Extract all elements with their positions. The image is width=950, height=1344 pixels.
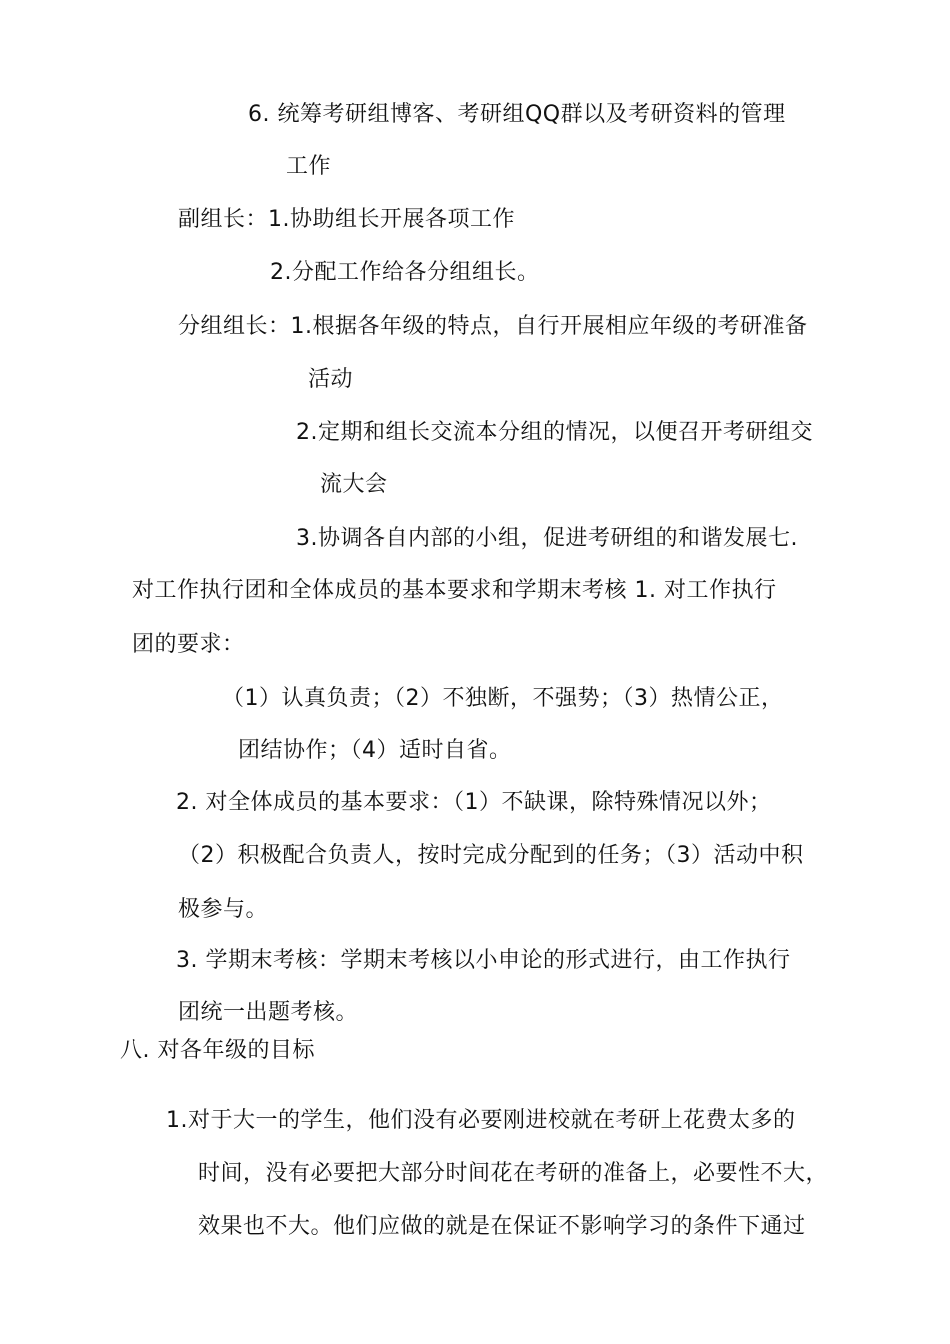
list-item-6: 6. 统筹考研组博客、考研组QQ群以及考研资料的管理 <box>248 102 786 127</box>
group-leader-line-2: 2.定期和组长交流本分组的情况，以便召开考研组交 <box>296 420 813 445</box>
group-leader-line-2-cont: 流大会 <box>320 472 388 497</box>
requirements-line-3-cont: 团统一出题考核。 <box>178 1000 359 1025</box>
section-seven-heading: 对工作执行团和全体成员的基本要求和学期末考核 1. 对工作执行 <box>132 578 777 603</box>
requirements-line-2: 2. 对全体成员的基本要求：（1）不缺课，除特殊情况以外； <box>176 790 772 815</box>
requirements-line-1-cont: 团结协作；（4）适时自省。 <box>238 738 512 763</box>
list-item-6-cont: 工作 <box>286 154 332 179</box>
group-leader-line-3: 3.协调各自内部的小组，促进考研组的和谐发展七. <box>296 526 798 551</box>
section-seven-heading-cont: 团的要求： <box>132 632 245 657</box>
requirements-line-2-end: 极参与。 <box>178 897 269 922</box>
deputy-leader-line-1: 副组长：1.协助组长开展各项工作 <box>178 207 515 232</box>
group-leader-line-1: 分组组长：1.根据各年级的特点，自行开展相应年级的考研准备 <box>178 314 808 339</box>
goal-line-1: 1.对于大一的学生，他们没有必要刚进校就在考研上花费太多的 <box>166 1108 796 1133</box>
goal-line-1-end: 效果也不大。他们应做的就是在保证不影响学习的条件下通过 <box>198 1214 806 1239</box>
requirements-line-3: 3. 学期末考核：学期末考核以小申论的形式进行，由工作执行 <box>176 948 791 973</box>
deputy-leader-line-2: 2.分配工作给各分组组长。 <box>270 260 540 285</box>
group-leader-line-1-cont: 活动 <box>308 367 354 392</box>
requirements-line-2-cont: （2）积极配合负责人，按时完成分配到的任务；（3）活动中积 <box>178 843 804 868</box>
section-eight-heading: 八. 对各年级的目标 <box>120 1038 315 1063</box>
goal-line-1-cont: 时间，没有必要把大部分时间花在考研的准备上，必要性不大， <box>198 1161 829 1186</box>
requirements-line-1: （1）认真负责；（2）不独断，不强势；（3）热情公正， <box>222 686 784 711</box>
